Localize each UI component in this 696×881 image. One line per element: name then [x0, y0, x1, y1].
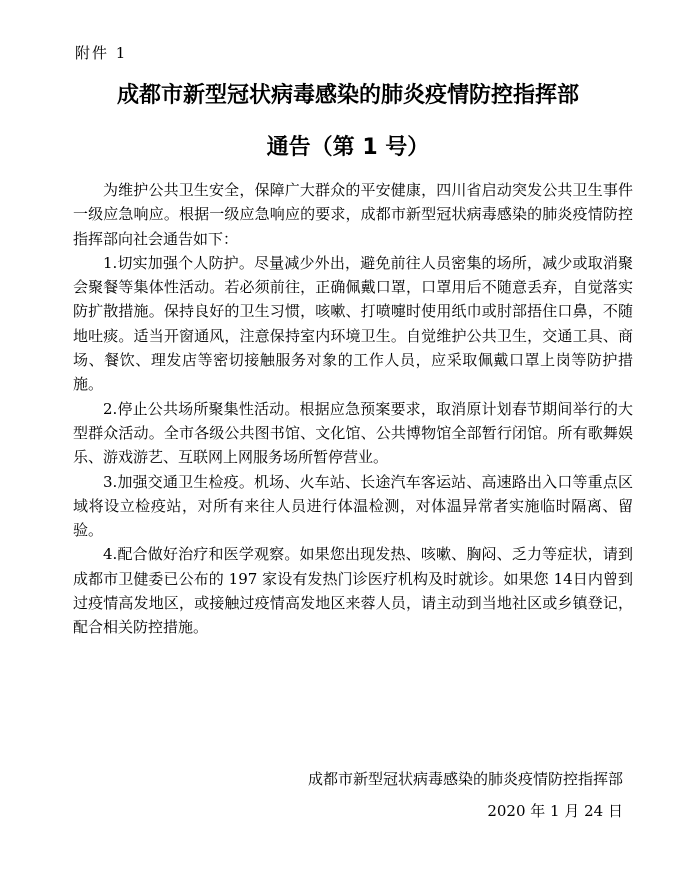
signature-organization: 成都市新型冠状病毒感染的肺炎疫情防控指挥部	[307, 770, 623, 788]
signature-date: 2020 年 1 月 24 日	[487, 802, 623, 820]
item-paragraph-3: 3.加强交通卫生检疫。机场、火车站、长途汽车客运站、高速路出入口等重点区域将设立检疫站，对所有来往人员进行体温检测，对体温异常者实施临时隔离、留验。	[73, 472, 633, 540]
item-paragraph-1: 1.切实加强个人防护。尽量减少外出，避免前往人员密集的场所，减少或取消聚会聚餐等集体性活动。若必须前往，正确佩戴口罩，口罩用后不随意丢弃，自觉落实防扩散措施。保持良好的卫生习惯，咳嗽、打喷嚏时使用纸巾或肘部捂住口鼻，不随地吐痰。适当开窗通风，注意保持室内环境卫生。自觉维护公共卫生，交通工具、商场、餐饮、理发店等密切接触服务对象的工作人员，应采取佩戴口罩上岗等防护措施。	[73, 253, 633, 394]
item-paragraph-4: 4.配合做好治疗和医学观察。如果您出现发热、咳嗽、胸闷、乏力等症状，请到成都市卫健委已公布的 197 家设有发热门诊医疗机构及时就诊。如果您 14日内曾到过疫情高发地区，或接触过疫情高发地区来蓉人员，请主动到当地社区或乡镇登记，配合相关防控措施。	[73, 545, 633, 637]
document-body	[73, 178, 633, 640]
document-title: 成都市新型冠状病毒感染的肺炎疫情防控指挥部	[116, 83, 579, 108]
document-subtitle: 通告（第 1 号）	[266, 135, 430, 160]
attachment-label: 附件 1	[75, 44, 128, 62]
intro-paragraph: 为维护公共卫生安全，保障广大群众的平安健康，四川省启动突发公共卫生事件一级应急响应。根据一级应急响应的要求，成都市新型冠状病毒感染的肺炎疫情防控指挥部向社会通告如下：	[73, 181, 633, 248]
item-paragraph-2: 2.停止公共场所聚集性活动。根据应急预案要求，取消原计划春节期间举行的大型群众活动。全市各级公共图书馆、文化馆、公共博物馆全部暂行闭馆。所有歌舞娱乐、游戏游艺、互联网上网服务场所暂停营业。	[73, 399, 633, 467]
